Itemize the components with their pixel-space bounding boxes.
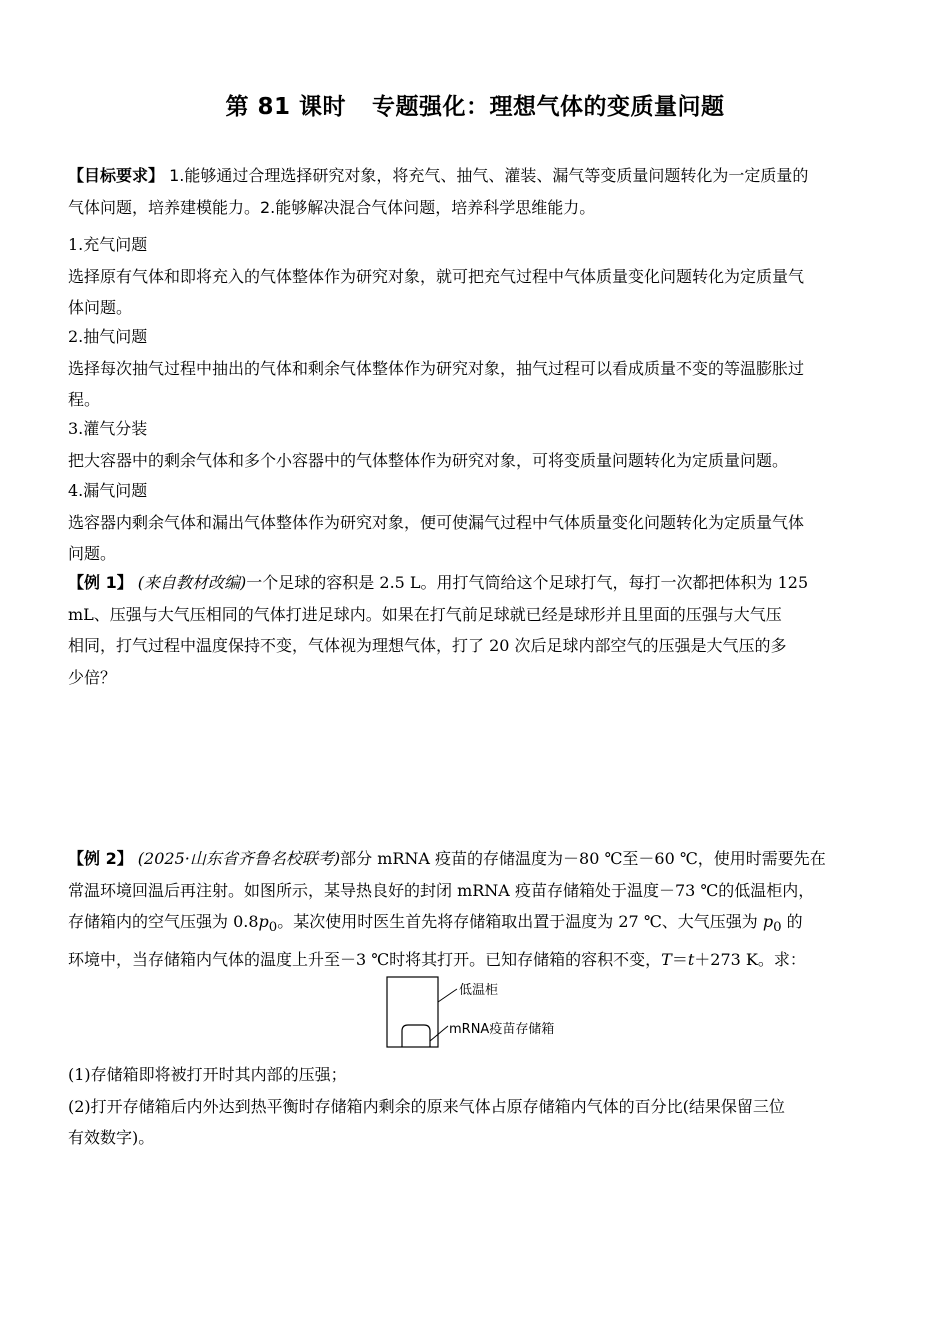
section-refill (68, 413, 883, 476)
section-heading: 3.灌气分装 (68, 419, 148, 438)
goal-label: 【目标要求】 (68, 166, 165, 185)
goal-paragraph (68, 160, 883, 223)
storage-box-outline (402, 1025, 430, 1047)
math-subscript: 0 (268, 920, 278, 936)
example-2-source: (2025·山东省齐鲁名校联考) (132, 849, 341, 868)
storage-box-label: mRNA疫苗存储箱 (449, 1022, 555, 1037)
page-title (0, 88, 950, 121)
question-1: (1)存储箱即将被打开时其内部的压强； (68, 1065, 347, 1084)
lesson-topic: 专题强化：理想气体的变质量问题 (372, 94, 725, 120)
section-heading: 1.充气问题 (68, 235, 148, 254)
example-1 (68, 567, 883, 693)
example-2 (68, 843, 883, 975)
section-pump-out (68, 321, 883, 416)
text-run: 的 (781, 912, 803, 931)
section-text: 把大容器中的剩余气体和多个小容器中的气体整体作为研究对象，可将变质量问题转化为定质量问题。 (68, 450, 789, 470)
section-text: 程。 (68, 390, 101, 409)
text-run: 环境中，当存储箱内气体的温度上升至－3 ℃时将其打开。已知存储箱的容积不变， (68, 949, 662, 969)
example-2-text: 常温环境回温后再注射。如图所示，某导热良好的封闭 mRNA 疫苗存储箱处于温度－73 ℃的低温柜内， (68, 880, 815, 900)
example-2-questions (68, 1059, 883, 1154)
text-run: 。某次使用时医生首先将存储箱取出置于温度为 27 ℃、大气压强为 (277, 912, 763, 931)
lesson-number: 第 81 课时 (225, 94, 347, 120)
section-text: 选择每次抽气过程中抽出的气体和剩余气体整体作为研究对象，抽气过程可以看成质量不变的等温膨胀过 (68, 358, 805, 378)
section-text: 选择原有气体和即将充入的气体整体作为研究对象，就可把充气过程中气体质量变化问题转化为定质量气 (68, 266, 805, 286)
example-1-text: 一个足球的容积是 2.5 L。用打气筒给这个足球打气，每打一次都把体积为 125 (246, 573, 809, 592)
math-symbol: T (661, 949, 672, 969)
example-2-label: 【例 2】 (68, 849, 133, 868)
example-1-text: 相同，打气过程中温度保持不变，气体视为理想气体，打了 20 次后足球内部空气的压强是大气压的多 (68, 636, 787, 655)
example-1-label: 【例 1】 (68, 573, 133, 592)
math-subscript: 0 (773, 920, 782, 936)
math-symbol: p (762, 912, 774, 931)
storage-figure (383, 975, 583, 1055)
question-2-cont: 有效数字)。 (68, 1128, 155, 1147)
text-run: ＋273 K。求： (694, 949, 806, 969)
section-text: 选容器内剩余气体和漏出气体整体作为研究对象，便可使漏气过程中气体质量变化问题转化为定质量气体 (68, 512, 805, 532)
section-text: 问题。 (68, 544, 117, 563)
math-symbol: p (258, 912, 269, 931)
example-1-source: (来自教材改编) (132, 573, 247, 592)
goal-text-2: 气体问题，培养建模能力。2.能够解决混合气体问题，培养科学思维能力。 (68, 197, 596, 217)
example-2-text (68, 906, 883, 944)
example-2-text: 部分 mRNA 疫苗的存储温度为－80 ℃至－60 ℃，使用时需要先在 (340, 849, 826, 868)
math-symbol: t (687, 949, 695, 969)
section-inflate (68, 229, 883, 324)
section-heading: 4.漏气问题 (68, 481, 148, 500)
text-run: ＝ (671, 949, 688, 969)
section-heading: 2.抽气问题 (68, 327, 148, 346)
goal-text-1: 1.能够通过合理选择研究对象，将充气、抽气、灌装、漏气等变质量问题转化为一定质量的 (164, 166, 809, 185)
cabinet-label: 低温柜 (459, 983, 499, 998)
section-text: 体问题。 (68, 298, 133, 317)
box-leader-line (430, 1026, 448, 1041)
example-1-text: mL、压强与大气压相同的气体打进足球内。如果在打气前足球就已经是球形并且里面的压强与大气压 (68, 604, 782, 624)
question-2: (2)打开存储箱后内外达到热平衡时存储箱内剩余的原来气体占原存储箱内气体的百分比(结果保留三位 (68, 1096, 785, 1116)
section-leak (68, 475, 883, 570)
example-2-text (68, 944, 883, 976)
example-1-text: 少倍？ (68, 667, 117, 687)
text-run: 存储箱内的空气压强为 0.8 (68, 912, 259, 931)
cabinet-leader-line (438, 989, 457, 1002)
